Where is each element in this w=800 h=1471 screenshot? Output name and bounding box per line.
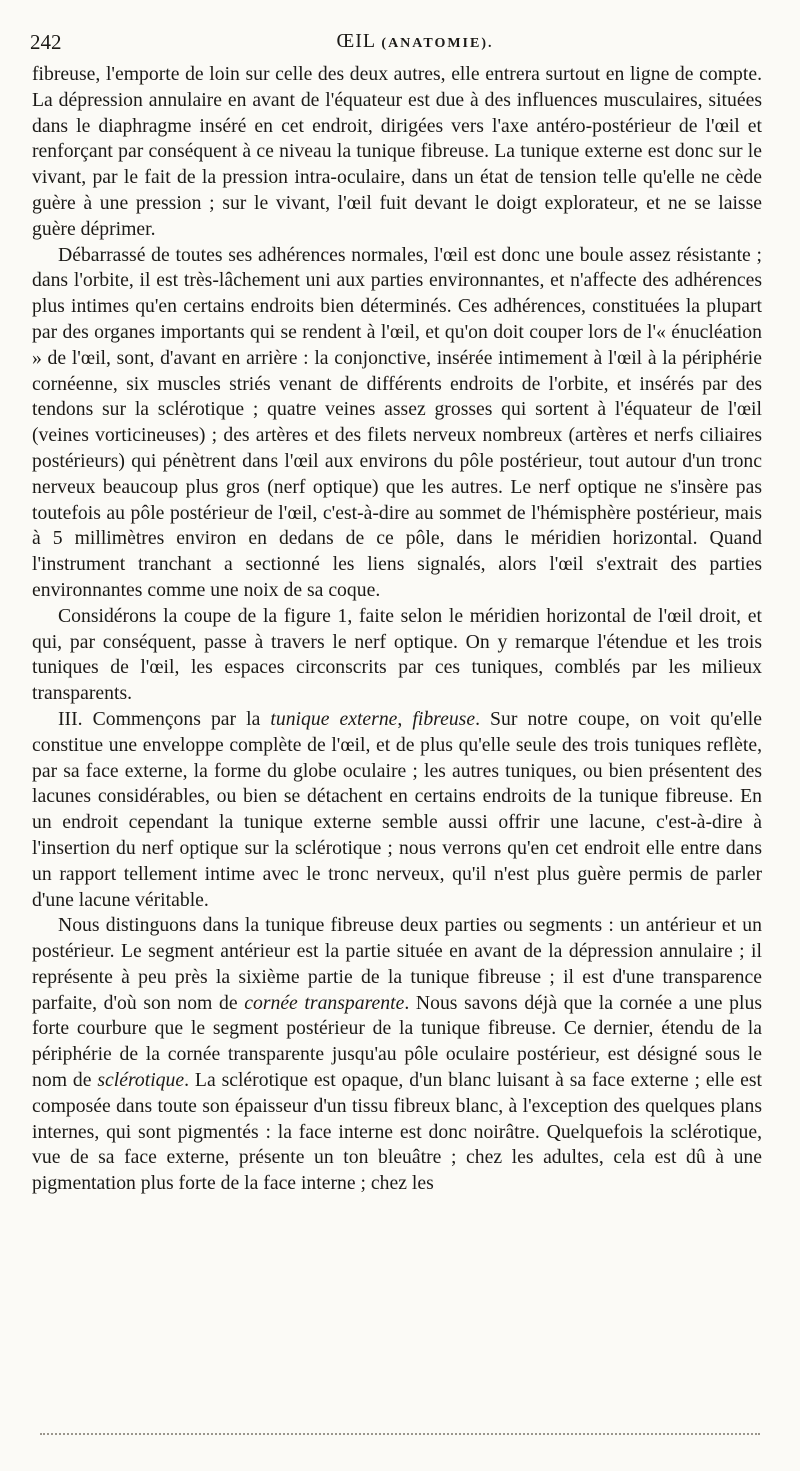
body-text [32, 62, 762, 1197]
italic-term: tunique externe [270, 707, 398, 730]
text-run: Débarrassé de toutes ses adhérences normales, l'œil est donc une boule assez résistante ; dans l'orbite, il est très-lâchement uni aux parties environnantes, et n'affecte des adhérences plus intimes qu'en certains endroits bien déterminés. Ces adhérences, constituées la plupart par des organes importants qui se rendent à l'œil, et qu'on doit couper lors de l'« énucléation » de l'œil, sont, d'avant en arrière : la conjonctive, insérée intimement à l'œil à la périphérie cornéenne, six muscles striés venant de différents endroits de l'orbite, et insérés par des tendons sur la sclérotique ; quatre veines assez grosses qui sortent à l'équateur de l'œil (veines vorticineuses) ; des artères et des filets nerveux nombreux (artères et nerfs ciliaires postérieurs) qui pénètrent dans l'œil aux environs du pôle postérieur, tout autour d'un tronc nerveux beaucoup plus gros (nerf optique) que les autres. Le nerf optique ne s'insère pas toutefois au pôle postérieur de l'œil, c'est-à-dire au sommet de l'hémisphère postérieur, mais à 5 millimètres environ en dedans de ce pôle, dans le méridien horizontal. Quand l'instrument tranchant a sectionné les liens signalés, alors l'œil s'extrait des parties environnantes comme une noix de sa coque. [32, 243, 762, 601]
paragraph [32, 243, 762, 604]
text-run: fibreuse, l'emporte de loin sur celle des deux autres, elle entrera surtout en ligne de compte. La dépression annulaire en avant de l'équateur est due à des influences musculaires, situées dans le diaphragme inséré en cet endroit, dirigées vers l'axe antéro-postérieur de l'œil et renforçant par conséquent à ce niveau la tunique fibreuse. La tunique externe est donc sur le vivant, par le fait de la pression intra-oculaire, dans un état de tension telle qu'elle ne cède guère à une pression ; sur le vivant, l'œil fuit devant le doigt explorateur, et ne se laisse guère déprimer. [32, 63, 762, 240]
running-title [30, 30, 760, 53]
paragraph [32, 62, 762, 243]
text-run: . Sur notre coupe, on voit qu'elle constitue une enveloppe complète de l'œil, et de plus qu'elle seule des trois tuniques reflète, par sa face externe, la forme du globe oculaire ; les autres tuniques, ou bien présentent des lacunes considérables, ou bien se détachent en certains endroits de la tunique fibreuse. En un endroit cependant la tunique externe semble aussi offrir une lacune, c'est-à-dire à l'insertion du nerf optique sur la sclérotique ; nous verrons qu'en cet endroit elle entre dans un rapport tellement intime avec le tronc nerveux, qu'il n'est plus guère permis de parler d'une lacune véritable. [32, 707, 762, 911]
text-run: . La sclérotique est opaque, d'un blanc luisant à sa face externe ; elle est composée dans toute son épaisseur d'un tissu fibreux blanc, à l'exception des quelques plans internes, qui sont pigmentés : la face interne est donc noirâtre. Quelquefois la sclérotique, vue de sa face externe, présente un ton bleuâtre ; chez les adultes, cela est dû à une pigmentation plus forte de la face interne ; chez les [32, 1069, 762, 1195]
paragraph [32, 707, 762, 913]
italic-term: fibreuse [412, 707, 476, 730]
paragraph [32, 604, 762, 707]
text-run: Considérons la coupe de la figure 1, faite selon le méridien horizontal de l'œil droit, et qui, par conséquent, passe à travers le nerf optique. On y remarque l'étendue et les trois tuniques de l'œil, les espaces circonscrits par ces tuniques, comblés par les milieux transparents. [32, 604, 762, 705]
page-number: 242 [30, 30, 62, 54]
footer-dotted-rule [40, 1433, 760, 1435]
text-run: III. Commençons par la [58, 707, 271, 730]
text-run: . Nous savons déjà que la cornée a une plus forte courbure que le segment postérieur de la tunique fibreuse. Ce dernier, étendu de la périphérie de la cornée transparente jusqu'au pôle oculaire postérieur, est désigné sous le nom de [32, 991, 763, 1092]
italic-term: cornée transparente [244, 991, 405, 1014]
running-title-subtitle: (ANATOMIE). [381, 36, 494, 51]
paragraph [32, 913, 762, 1197]
italic-term: sclérotique [97, 1069, 185, 1092]
page-header [30, 30, 760, 56]
running-title-main: ŒIL [336, 30, 376, 52]
text-run: , [397, 707, 413, 730]
text-run: Nous distinguons dans la tunique fibreuse deux parties ou segments : un antérieur et un postérieur. Le segment antérieur est la partie située en avant de la dépression annulaire ; il représente à peu près la sixième partie de la tunique fibreuse ; il est d'une transparence parfaite, d'où son nom de [32, 914, 762, 1014]
